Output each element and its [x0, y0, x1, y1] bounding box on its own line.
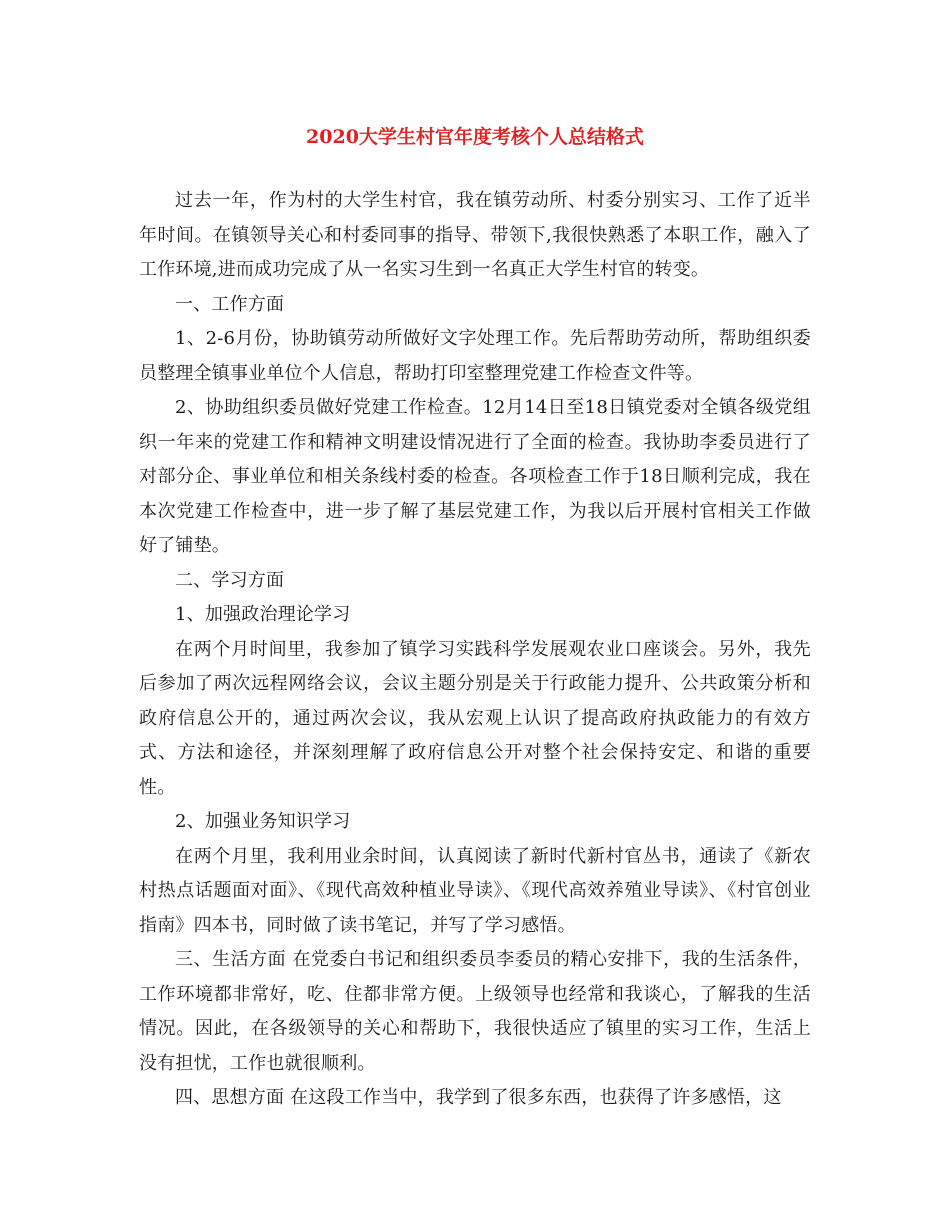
subheading-business-study: 2、加强业务知识学习 — [175, 811, 351, 832]
paragraph-business-study: 在两个月里，我利用业余时间，认真阅读了新时代新村官丛书，通读了《新农村热点话题面对面》、《现代高效种植业导读》、《现代高效养殖业导读》、《村官创业指南》四本书，同时做了读书笔记，并写了学习感悟。 — [139, 845, 811, 936]
subheading-political-study: 1、加强政治理论学习 — [175, 604, 351, 625]
document-body — [139, 184, 811, 1116]
paragraph-life: 三、生活方面 在党委白书记和组织委员李委员的精心安排下，我的生活条件，工作环境都非常好，吃、住都非常方便。上级领导也经常和我谈心，了解我的生活情况。因此，在各级领导的关心和帮助下，我很快适应了镇里的实习工作，生活上没有担忧，工作也就很顺利。 — [139, 949, 811, 1074]
paragraph-work-2: 2、协助组织委员做好党建工作检查。12月14日至18日镇党委对全镇各级党组织一年来的党建工作和精神文明建设情况进行了全面的检查。我协助李委员进行了对部分企、事业单位和相关条线村委的检查。各项检查工作于18日顺利完成，我在本次党建工作检查中，进一步了解了基层党建工作，为我以后开展村官相关工作做好了铺垫。 — [139, 397, 811, 556]
section-heading-work: 一、工作方面 — [175, 293, 285, 315]
paragraph-intro: 过去一年，作为村的大学生村官，我在镇劳动所、村委分别实习、工作了近半年时间。在镇领导关心和村委同事的指导、带领下,我很快熟悉了本职工作，融入了工作环境,进而成功完成了从一名实习生到一名真正大学生村官的转变。 — [139, 190, 811, 280]
paragraph-work-1: 1、2-6月份，协助镇劳动所做好文字处理工作。先后帮助劳动所，帮助组织委员整理全镇事业单位个人信息，帮助打印室整理党建工作检查文件等。 — [139, 328, 811, 384]
section-heading-study: 二、学习方面 — [175, 569, 285, 591]
paragraph-political-study: 在两个月时间里，我参加了镇学习实践科学发展观农业口座谈会。另外，我先后参加了两次远程网络会议，会议主题分别是关于行政能力提升、公共政策分析和政府信息公开的，通过两次会议，我从宏观上认识了提高政府执政能力的有效方式、方法和途径，并深刻理解了政府信息公开对整个社会保持安定、和谐的重要性。 — [139, 638, 811, 798]
document-title: 2020大学生村官年度考核个人总结格式 — [306, 126, 644, 148]
paragraph-thought: 四、思想方面 在这段工作当中，我学到了很多东西，也获得了许多感悟，这 — [175, 1087, 782, 1108]
